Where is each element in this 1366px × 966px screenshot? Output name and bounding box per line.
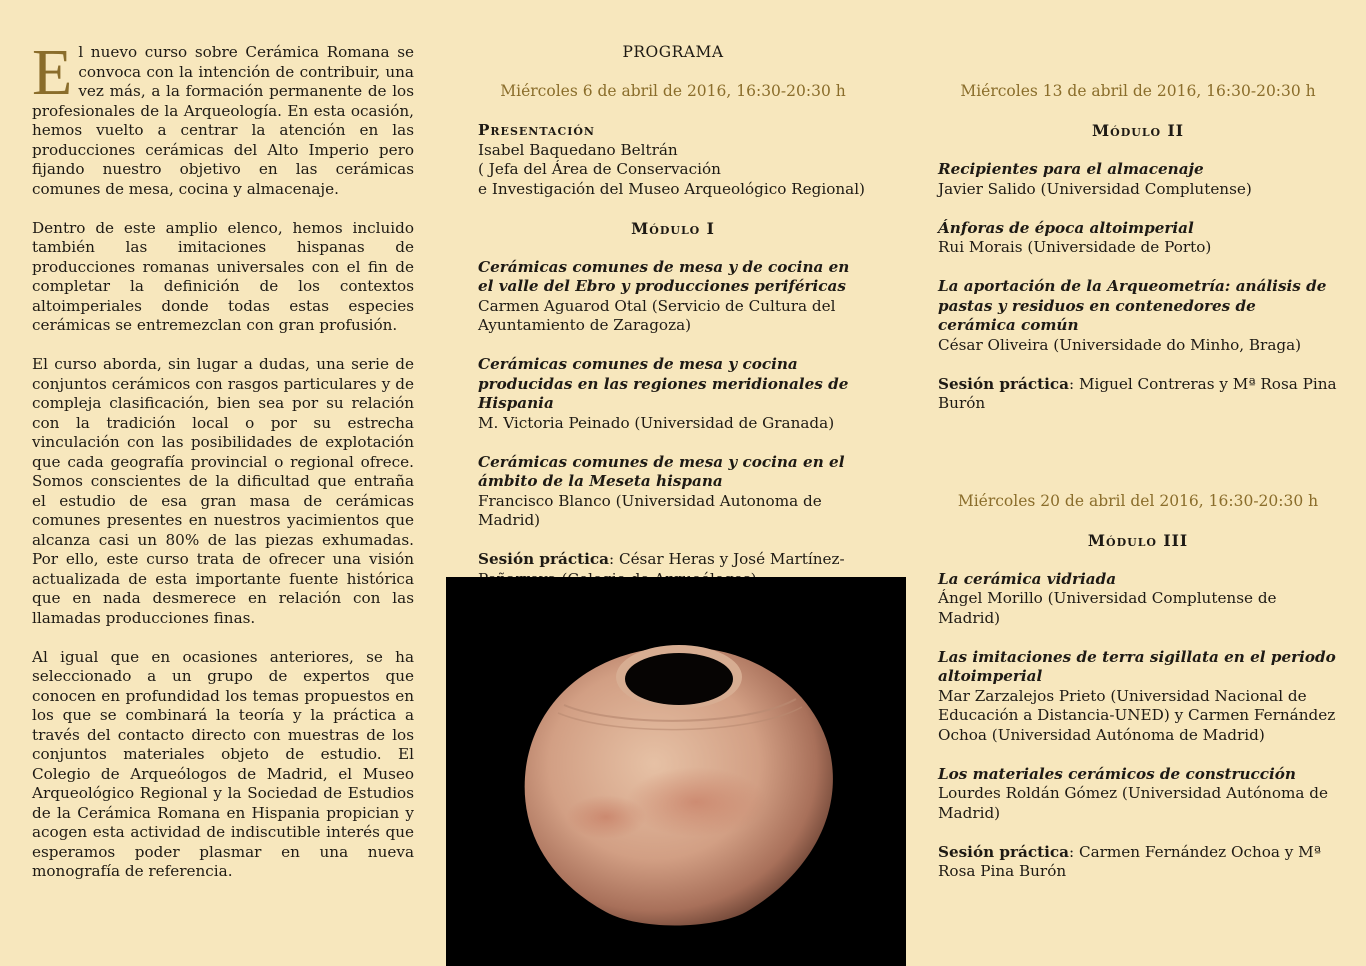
talk-2-2 [938, 219, 1338, 258]
practica-text: : Carmen Fernández Ochoa y Mª Rosa Pina Burón [938, 842, 1321, 880]
talk-speaker: Francisco Blanco (Universidad Autonoma de Madrid) [478, 491, 822, 529]
talk-3-3 [938, 765, 1338, 824]
talk-speaker: Lourdes Roldán Gómez (Universidad Autónoma de Madrid) [938, 784, 1329, 822]
practica-day2 [938, 375, 1338, 414]
date-day1: Miércoles 6 de abril de 2016, 16:30-20:30 h [500, 82, 846, 100]
intro-paragraph-1 [32, 36, 414, 199]
talk-speaker: Mar Zarzalejos Prieto (Universidad Nacional de Educación a Distancia-UNED) y Carmen Fernández Ochoa (Universidad Autónoma de Madrid) [938, 686, 1336, 744]
program-column-2 [938, 82, 1338, 882]
talk-speaker: Rui Morais (Universidade de Porto) [938, 238, 1212, 256]
talk-title: Ánforas de época altoimperial [938, 218, 1194, 237]
intro-paragraph-3: El curso aborda, sin lugar a dudas, una serie de conjuntos cerámicos con rasgos particulares y de compleja clasificación, bien sea por su relación con la tradición local o por su estrecha vinculación con las posibilidades de explotación que cada geografía provincial o regional ofrece. Somos conscientes de la dificultad que entraña el estudio de esa gran masa de cerámicas comunes presentes en nuestros yacimientos que alcanza casi un 80% de las piezas exhumadas. Por ello, este curso trata de ofrecer una visión actualizada de esta importante fuente histórica que en nada desmerece en relación con las llamadas producciones finas. [32, 355, 414, 627]
talk-title: La aportación de la Arqueometría: análisis de pastas y residuos en contenedores de cerámica común [938, 277, 1327, 334]
talk-title: La cerámica vidriada [938, 569, 1117, 588]
talk-title: Recipientes para el almacenaje [938, 160, 1204, 178]
talk-3-1 [938, 570, 1338, 629]
presentation-role-2: e Investigación del Museo Arqueológico Regional) [478, 179, 865, 198]
programa-heading: PROGRAMA [622, 43, 724, 61]
practica-day3 [938, 843, 1338, 882]
talk-title: Cerámicas comunes de mesa y cocina producidas en las regiones meridionales de Hispania [478, 355, 849, 412]
practica-text: : César Heras y José Martínez- [609, 550, 845, 568]
vessel-illustration [446, 577, 906, 966]
talk-title: Los materiales cerámicos de construcción [938, 764, 1296, 783]
presentation-label: Presentación [478, 121, 595, 139]
talk-title: Las imitaciones de terra sigillata en el periodo altoimperial [938, 647, 1336, 685]
practica-label: Sesión práctica [478, 550, 609, 568]
date-day2: Miércoles 13 de abril de 2016, 16:30-20:30 h [960, 82, 1316, 100]
module-3-heading: Módulo III [1087, 530, 1189, 550]
talk-1-3 [478, 453, 868, 531]
talk-2-1 [938, 160, 1338, 199]
talk-speaker: Carmen Aguarod Otal (Servicio de Cultura del Ayuntamiento de Zaragoza) [478, 296, 836, 334]
presentation-role-1: ( Jefa del Área de Conservación [478, 160, 721, 178]
talk-2-3 [938, 277, 1338, 355]
intro-paragraph-4: Al igual que en ocasiones anteriores, se ha seleccionado a un grupo de expertos que conocen en profundidad los temas propuestos en los que se combinará la teoría y la práctica a través del contacto directo con muestras de los conjuntos materiales objeto de estudio. El Colegio de Arqueólogos de Madrid, el Museo Arqueológico Regional y la Sociedad de Estudios de la Cerámica Romana en Hispania propician y acogen esta actividad de indiscutible interés que esperamos poder plasmar en una nueva monografía de referencia. [32, 647, 414, 880]
talk-3-2 [938, 648, 1338, 746]
practica-text: : Miguel Contreras y Mª Rosa Pina Burón [938, 374, 1337, 412]
talk-1-1 [478, 258, 868, 336]
practica-label: Sesión práctica [938, 842, 1069, 861]
talk-1-2 [478, 355, 868, 433]
talk-speaker: M. Victoria Peinado (Universidad de Granada) [478, 413, 835, 432]
presentation-block [478, 121, 868, 199]
talk-title: Cerámicas comunes de mesa y cocina en el ámbito de la Meseta hispana [478, 452, 845, 490]
presentation-name: Isabel Baquedano Beltrán [478, 140, 678, 159]
intro-column [32, 36, 414, 901]
talk-speaker: César Oliveira (Universidade do Minho, Braga) [938, 335, 1302, 354]
program-column-1 [478, 43, 868, 589]
module-2-heading: Módulo II [1091, 121, 1185, 140]
spacer [938, 414, 1338, 492]
module-1-heading: Módulo I [631, 218, 715, 238]
drop-cap: E [32, 36, 73, 109]
talk-speaker: Javier Salido (Universidad Complutense) [938, 179, 1252, 198]
talk-title: Cerámicas comunes de mesa y de cocina en el valle del Ebro y producciones periféricas [478, 257, 850, 295]
intro-paragraph-2: Dentro de este amplio elenco, hemos incluido también las imitaciones hispanas de producciones romanas universales con el fin de completar la definición de los contextos altoimperiales donde todas estas especies cerámicas se entremezclan con gran profusión. [32, 218, 414, 334]
intro-text-1: l nuevo curso sobre Cerámica Romana se convoca con la intención de contribuir, una vez más, a la formación permanente de los profesionales de la Arqueología. En esta ocasión, hemos vuelto a centrar la atención en las producciones cerámicas del Alto Imperio pero fijando nuestro objetivo en las cerámicas comunes de mesa, cocina y almacenaje. [32, 43, 414, 198]
ceramic-vessel-photo [446, 577, 906, 966]
date-day3: Miércoles 20 de abril del 2016, 16:30-20:30 h [957, 491, 1319, 510]
talk-speaker: Ángel Morillo (Universidad Complutense de Madrid) [938, 589, 1277, 627]
practica-label: Sesión práctica [938, 374, 1069, 393]
